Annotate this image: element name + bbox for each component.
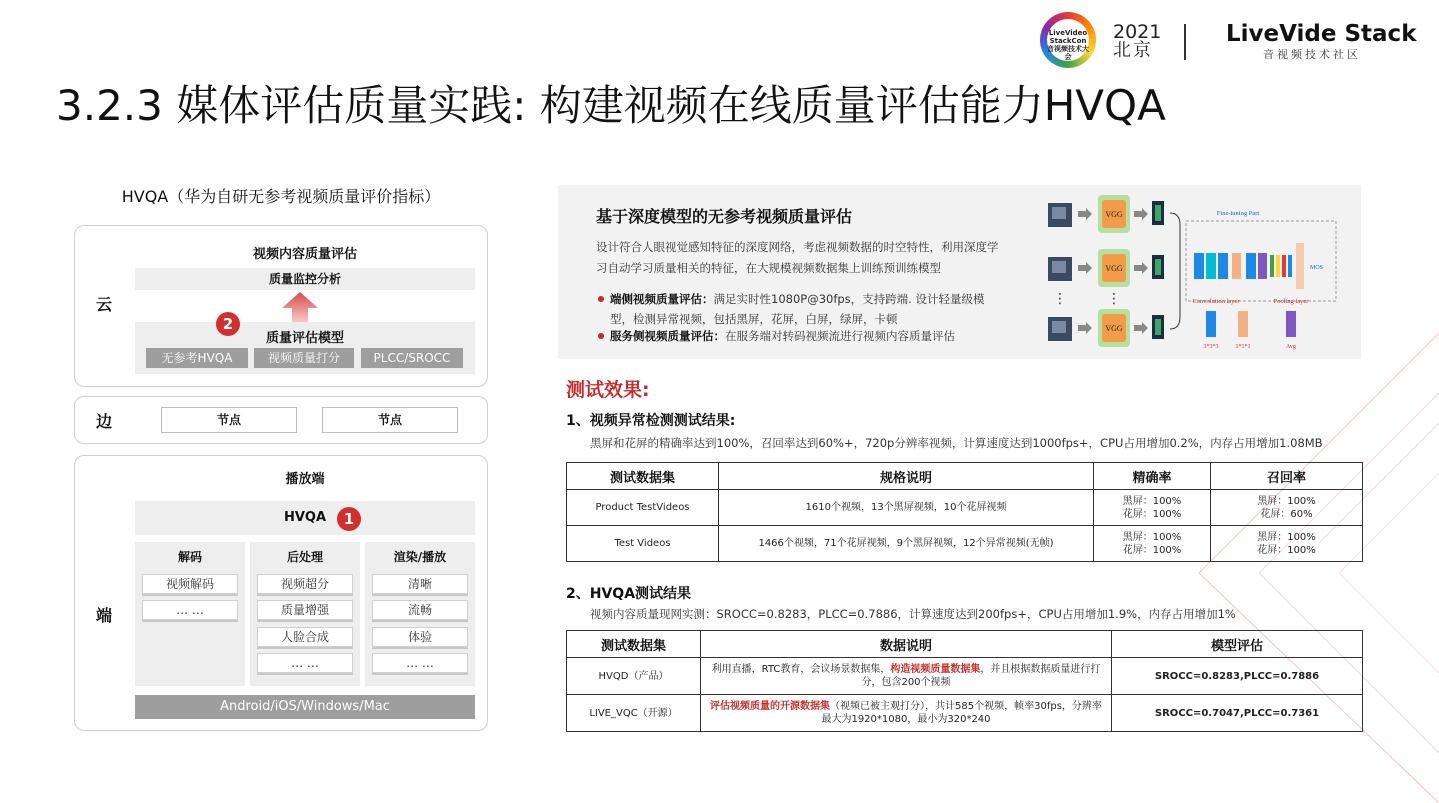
cell-recall [1211,526,1363,562]
vertical-dots-1: ⋮ [1053,291,1067,307]
section-1-title: 1、视频异常检测测试结果: [566,413,736,429]
recall-artifact: 花屏：60% [1260,508,1313,520]
item-decode-more: … … [142,600,238,620]
col-header-recall: 召回率 [1211,463,1363,490]
desc-highlight: 构造视频质量数据集 [890,664,981,675]
recall-black: 黑屏：100% [1257,495,1316,507]
cell-dataset: HVQD（产品） [567,658,701,695]
feature-description: 设计符合人眼视觉感知特征的深度网络，考虑视频数据的时空特性，利用深度学习自动学习质量相关的特征，在大规模视频数据集上训练预训练模型 [596,240,999,275]
desc-post: （视频已被主观打分），共计585个视频，帧率30fps，分辨率最大为1920*1080，最小为320*240 [821,701,1102,725]
precision-black: 黑屏：100% [1122,531,1182,543]
cell-dataset: Product TestVideos [567,490,719,526]
hvqa-results-table [566,630,1363,732]
cloud-label: 云 [96,295,113,314]
kernel-3x3x3-label: 3*3*3 [1203,344,1219,350]
quality-model-title: 质量评估模型 [265,331,344,346]
recall-black: 黑屏：100% [1257,531,1316,543]
cloud-title: 视频内容质量评估 [252,247,357,262]
header-divider [1184,24,1186,60]
mos-label: MOS [1310,265,1324,271]
col-header-precision: 精确率 [1094,463,1211,490]
cell-model-eval: SROCC=0.8283,PLCC=0.7886 [1112,658,1363,695]
column-postprocess-title: 后处理 [286,550,323,564]
feature-maps [1152,201,1164,339]
vertical-dots-2: ⋮ [1107,291,1121,307]
merge-bracket [1170,213,1180,329]
os-platforms-bar: Android/iOS/Windows/Mac [135,695,475,719]
brand-logo: LiveVide Stack [1226,21,1417,47]
precision-artifact: 花屏：100% [1122,508,1182,520]
cell-precision [1094,526,1211,562]
bullet-server-side-label: 服务侧视频质量评估： [610,329,725,343]
device-label: 端 [96,606,113,625]
vgg-label-3: VGG [1105,324,1123,333]
kernel-legend [1206,311,1296,337]
network-layers [1194,243,1304,289]
cell-model-eval: SROCC=0.7047,PLCC=0.7361 [1112,695,1363,732]
chip-plcc-srocc: PLCC/SROCC [361,348,463,368]
cell-recall [1211,490,1363,526]
precision-black: 黑屏：100% [1122,495,1182,507]
bullet-device-side-text: 满足实时性1080P@30fps，支持跨端. 设计轻量级模型，检测异常视频，包括黑屏，花屏，白屏，绿屏，卡顿 [610,292,985,326]
anomaly-detection-table [566,462,1363,562]
up-arrow-icon [280,290,320,322]
desc-post: ，并且根据数据质量进行打分，包含200个视频 [861,664,1101,688]
item-video-decode: 视频解码 [142,574,238,594]
recall-artifact: 花屏：100% [1257,544,1316,556]
chip-nr-hvqa: 无参考HVQA [146,348,248,368]
item-render-more: … … [372,653,468,673]
table-row [567,658,1363,695]
bullet-server-side-text: 在服务端对转码视频流进行视频内容质量评估 [725,329,955,343]
cell-precision [1094,490,1211,526]
desc-highlight: 评估视频质量的开源数据集 [710,701,831,712]
bullet-device-side [596,289,1006,329]
bullet-device-side-label: 端侧视频质量评估： [610,292,714,306]
vgg-label-2: VGG [1105,264,1123,273]
table-row [567,526,1363,562]
kernel-avg-label: Avg [1286,344,1296,350]
kernel-1x1x1-label: 1*1*1 [1235,344,1251,350]
step-1-badge: 1 [337,507,361,531]
column-decode-title: 解码 [177,550,202,564]
hvqa-heading: HVQA（华为自研无参考视频质量评价指标） [121,187,441,206]
conference-logo [1040,12,1096,68]
cell-description [701,695,1112,732]
col-header-dataset: 测试数据集 [567,631,701,658]
event-city: 北京 [1113,40,1153,61]
item-face-synthesis: 人脸合成 [257,627,353,647]
edge-label: 边 [96,412,113,431]
cell-spec: 1610个视频，13个黑屏视频，10个花屏视频 [719,490,1094,526]
table-row [567,695,1363,732]
cell-spec: 1466个视频，71个花屏视频，9个黑屏视频，12个异常视频(无帧) [719,526,1094,562]
feature-box [558,185,1361,359]
section-2-title: 2、HVQA测试结果 [566,586,692,602]
table-header-row [567,631,1363,658]
col-header-spec: 规格说明 [719,463,1094,490]
input-frames [1048,203,1072,341]
item-super-resolution: 视频超分 [257,574,353,594]
desc-pre: 利用直播，RTC教育，会议场景数据集， [711,664,891,675]
hvqa-bar: HVQA [135,501,475,535]
fine-tuning-label: Fine-tuning Part [1216,210,1260,217]
player-title: 播放端 [285,472,325,487]
vgg-label-1: VGG [1105,210,1123,219]
conv-layer-label: Convolution layer [1192,298,1240,305]
table-header-row [567,463,1363,490]
item-clarity: 清晰 [372,574,468,594]
col-header-dataset: 测试数据集 [567,463,719,490]
edge-node-2: 节点 [322,407,458,433]
section-2-description: 视频内容质量现网实测：SROCC=0.8283，PLCC=0.7886，计算速度达到200fps+，CPU占用增加1.9%，内存占用增加1% [590,607,1236,621]
test-results-title: 测试效果: [566,379,650,401]
item-experience: 体验 [372,627,468,647]
chip-quality-score: 视频质量打分 [254,348,354,368]
bullet-server-side [596,326,1006,346]
item-postprocess-more: … … [257,653,353,673]
feature-title: 基于深度模型的无参考视频质量评估 [596,207,853,226]
cell-dataset: Test Videos [567,526,719,562]
precision-artifact: 花屏：100% [1122,544,1182,556]
column-postprocess [250,542,360,686]
column-render-title: 渲染/播放 [393,550,447,564]
col-header-model-eval: 模型评估 [1112,631,1363,658]
col-header-description: 数据说明 [701,631,1112,658]
pool-layer-label: Pooling layer [1273,298,1309,305]
step-2-badge: 2 [216,312,240,336]
cell-dataset: LIVE_VQC（开源） [567,695,701,732]
section-1-description: 黑屏和花屏的精确率达到100%，召回率达到60%+，720p分辨率视频，计算速度达到1000fps+，CPU占用增加0.2%，内存占用增加1.08MB [590,436,1323,450]
item-smoothness: 流畅 [372,600,468,620]
table-row [567,490,1363,526]
monitor-analysis-bar: 质量监控分析 [135,268,475,290]
cell-description [701,658,1112,695]
page-title: 3.2.3 媒体评估质量实践: 构建视频在线质量评估能力HVQA [56,81,1166,130]
brand-subtitle: 音视频技术社区 [1263,48,1361,61]
conference-logo-text: LiveVideo StackCon 音视频技术大会 [1047,19,1089,61]
edge-node-1: 节点 [161,407,297,433]
column-decode [135,542,245,686]
event-year: 2021 [1113,21,1162,43]
column-render [365,542,475,686]
item-quality-enhance: 质量增强 [257,600,353,620]
network-diagram [1046,191,1346,353]
